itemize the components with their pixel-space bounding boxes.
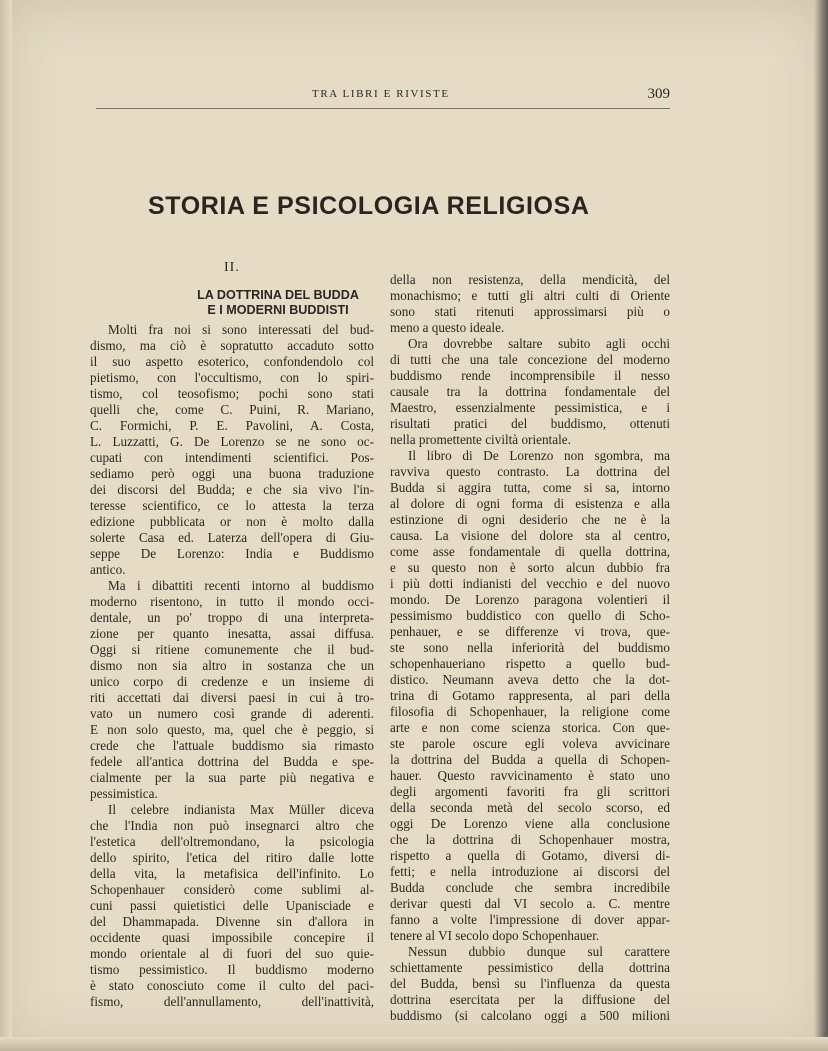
text-line: come asse fondamentale di quella dottrina, (390, 544, 670, 559)
text-line: la dottrina del Budda a quella di Schopen- (390, 752, 670, 767)
text-line: estinzione di ogni desiderio che ne è la (390, 512, 670, 527)
text-line: è stato conosciuto come il culto del paci- (90, 978, 374, 993)
text-line: del Dhammapada. Divenne sin d'allora in (90, 914, 374, 929)
text-line: Budda conclude che sembra incredibile (390, 880, 670, 895)
text-line: tismo pessimistico. Il buddismo moderno (90, 962, 374, 977)
text-line: zione per quanto inesatta, assai diffusa. (90, 626, 374, 641)
text-line: arte e non come scienza storica. Con que- (390, 720, 670, 735)
text-line: cialmente per la sua parte più negativa e (90, 770, 374, 785)
text-line: Nessun dubbio dunque sul carattere (408, 944, 670, 959)
text-line: hauer. Questo ravvicinamento è stato uno (390, 768, 670, 783)
text-line: buddismo rende incomprensibile il nesso (390, 368, 670, 383)
text-line: causale tra la dottrina fondamentale del (390, 384, 670, 399)
article-title (170, 288, 386, 318)
text-line: teresse scientifico, ce lo attesta la terza (90, 498, 374, 513)
text-line: Oggi si ritiene comunemente che il bud- (90, 642, 374, 657)
text-line: cuni passi quietistici delle Upanisciade e (90, 898, 374, 913)
text-line: occidente quasi impossibile concepire il (90, 930, 374, 945)
text-line: il suo aspetto esoterico, confondendolo col (90, 354, 374, 369)
text-line: mondo orientale al di fuori del suo quie- (90, 946, 374, 961)
text-line: risultati pratici del buddismo, ottenuti (390, 416, 670, 431)
text-line: quelli che, come C. Puini, R. Mariano, (90, 402, 374, 417)
chapter-number: II. (224, 260, 240, 275)
text-line: che la dottrina di Schopenhauer mostra, (390, 832, 670, 847)
text-line: al dolore di ogni forma di esistenza e alla (390, 496, 670, 511)
text-line: della vita, la metafisica dell'infinito. Lo (90, 866, 374, 881)
running-title: TRA LIBRI E RIVISTE (312, 88, 450, 100)
text-line: ste sono nella inferiorità del buddismo (390, 640, 670, 655)
text-line: rispetto a quella di Gotamo, diversi di- (390, 848, 670, 863)
text-line: dottrina esercitata per la diffusione del (390, 992, 670, 1007)
text-line: causa. La visione del dolore sta al centro, (390, 528, 670, 543)
text-line: oggi De Lorenzo viene alla conclusione (390, 816, 670, 831)
text-line: sediamo però oggi una buona traduzione (90, 466, 374, 481)
text-line: Ora dovrebbe saltare subito agli occhi (408, 336, 670, 351)
text-line: fetti; e nella introduzione ai discorsi del (390, 864, 670, 879)
text-line: buddismo (si calcolano oggi a 500 milioni (390, 1008, 670, 1023)
text-line: vato un numero così grande di aderenti. (90, 706, 374, 721)
text-line: e su questo non è sorto alcun dubbio fra (390, 560, 670, 575)
text-line: fismo, dell'annullamento, dell'inattività, (90, 994, 374, 1009)
text-line: fedele all'antica dottrina del Budda e spe- (90, 754, 374, 769)
text-line: pietismo, con l'occultismo, con lo spiri- (90, 370, 374, 385)
text-line: Il libro di De Lorenzo non sgombra, ma (408, 448, 670, 463)
text-line: moderno risentono, in tutto il mondo occi- (90, 594, 374, 609)
text-line: edizione pubblicata or non è molto dalla (90, 514, 374, 529)
article-title-line: LA DOTTRINA DEL BUDDA (197, 288, 359, 302)
text-line: trina di Gotamo rappresenta, al pari della (390, 688, 670, 703)
page-edge (814, 0, 828, 1051)
text-line: filosofia di Schopenhauer, la religione come (390, 704, 670, 719)
text-line: Maestro, essenzialmente pessimistica, e i (390, 400, 670, 415)
text-line: dentale, un po' troppo di una interpreta- (90, 610, 374, 625)
text-line: tenere al VI secolo dopo Schopenhauer. (390, 928, 600, 943)
text-line: l'estetica dell'oltremondano, la psicologia (90, 834, 374, 849)
left-column (90, 322, 374, 1010)
text-line: pessimistica. (90, 786, 158, 801)
text-line: derivar questi dal VI secolo a. C. mentre (390, 896, 670, 911)
text-line: che l'India non può insegnarci altro che (90, 818, 374, 833)
text-line: E non solo questo, ma, quel che è peggio, si (90, 722, 374, 737)
text-line: di tutti che una tale concezione del moderno (390, 352, 670, 367)
text-line: riti accettati dai diversi paesi in cui à tro- (90, 690, 374, 705)
text-line: penhauer, e se differenze vi trova, que- (390, 624, 670, 639)
running-header (96, 86, 670, 109)
right-column (390, 272, 670, 1024)
section-title: STORIA E PSICOLOGIA RELIGIOSA (148, 192, 590, 220)
text-line: monachismo; e tutti gli altri culti di Oriente (390, 288, 670, 303)
text-line: meno a questo ideale. (390, 320, 505, 335)
text-line: schopenhaueriano rispetto a quello bud- (390, 656, 670, 671)
text-line: fanno a volte l'impressione di dover appar- (390, 912, 670, 927)
text-line: L. Luzzatti, G. De Lorenzo se ne sono oc- (90, 434, 374, 449)
article-title-line: E I MODERNI BUDDISTI (207, 303, 349, 317)
text-line: distico. Neumann aveva detto che la dot- (390, 672, 670, 687)
text-line: crede che l'attuale buddismo sia rimasto (90, 738, 374, 753)
text-line: Molti fra noi si sono interessati del bud- (108, 322, 374, 337)
page-number: 309 (647, 86, 670, 102)
text-line: seppe De Lorenzo: India e Buddismo (90, 546, 374, 561)
text-line: pessimismo buddistico con quello di Scho- (390, 608, 670, 623)
text-line: antico. (90, 562, 126, 577)
text-line: C. Formichi, P. E. Pavolini, A. Costa, (90, 418, 374, 433)
text-line: del Budda, bensì su l'influenza da questa (390, 976, 670, 991)
text-line: della seconda metà del secolo scorso, ed (390, 800, 670, 815)
text-line: ravviva questo contrasto. La dottrina del (390, 464, 670, 479)
text-line: schiettamente pessimistico della dottrina (390, 960, 670, 975)
text-line: Budda si aggira tutta, come si sa, intorno (390, 480, 670, 495)
text-line: cupati con intendimenti scientifici. Pos- (90, 450, 374, 465)
text-line: Ma i dibattiti recenti intorno al buddismo (108, 578, 374, 593)
text-line: dello spirito, l'etica del ritiro dalle lotte (90, 850, 374, 865)
text-line: ste parole oscure egli voleva avvicinare (390, 736, 670, 751)
page-edge (0, 1037, 828, 1051)
text-line: dismo, ma ciò è sopratutto accaduto sotto (90, 338, 374, 353)
text-line: tismo, col teosofismo; pochi sono stati (90, 386, 374, 401)
text-line: sono stati ritenuti approssimarsi più o (390, 304, 670, 319)
text-line: i più dotti indianisti del vecchio e del nuovo (390, 576, 670, 591)
text-line: della non resistenza, della mendicità, del (390, 272, 670, 287)
text-line: nella promettente civiltà orientale. (390, 432, 571, 447)
text-line: Il celebre indianista Max Müller diceva (108, 802, 374, 817)
text-line: mondo. De Lorenzo paragona volentieri il (390, 592, 670, 607)
text-line: degli argomenti favoriti fra gli scrittori (390, 784, 670, 799)
text-line: solerte Casa ed. Laterza dell'opera di Giu- (90, 530, 374, 545)
text-line: dismo non sia altro in sostanza che un (90, 658, 374, 673)
text-line: unico corpo di credenze e un insieme di (90, 674, 374, 689)
text-line: dei discorsi del Budda; e che sia vivo l'in- (90, 482, 374, 497)
text-line: Schopenhauer considerò come sublimi al- (90, 882, 374, 897)
